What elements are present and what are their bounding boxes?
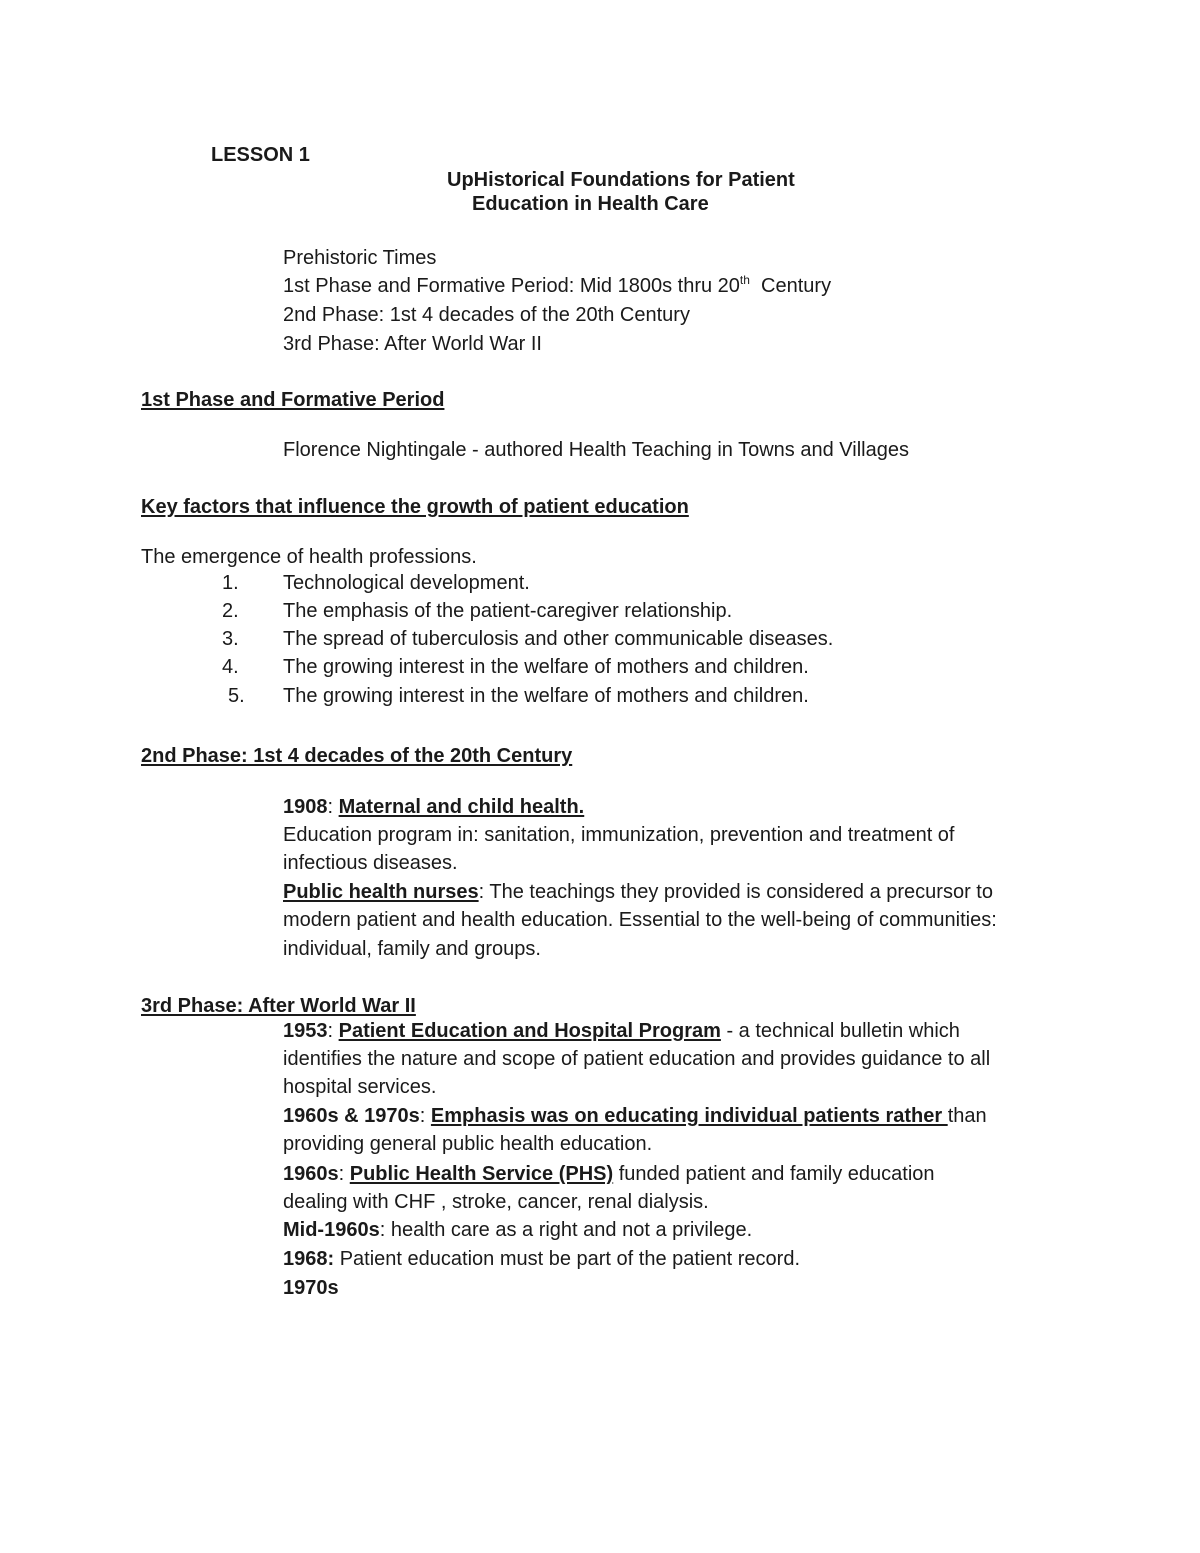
overview-item-second-phase: 2nd Phase: 1st 4 decades of the 20th Century (283, 304, 690, 326)
overview-item-first-phase-text: 1st Phase and Formative Period: Mid 1800s thru 20 (283, 275, 740, 297)
colon: : (327, 1020, 339, 1042)
entry-1960s-1970s (283, 1104, 987, 1128)
document-title-line1: UpHistorical Foundations for Patient (447, 169, 795, 191)
colon: : (338, 1163, 350, 1185)
list-item-number: 1. (222, 572, 239, 594)
education-program-line1: Education program in: sanitation, immunization, prevention and treatment of (283, 824, 955, 846)
overview-item-prehistoric: Prehistoric Times (283, 247, 437, 269)
list-item-number: 4. (222, 656, 239, 678)
colon: : (327, 796, 339, 818)
public-health-nurses-line2: modern patient and health education. Essential to the well-being of communities: (283, 909, 997, 931)
entry-1908 (283, 795, 584, 819)
superscript-th: th (739, 273, 750, 287)
entry-1968-text: Patient education must be part of the patient record. (334, 1248, 800, 1270)
hospital-program-text: - a technical bulletin which (720, 1020, 960, 1042)
list-item: The spread of tuberculosis and other communicable diseases. (283, 628, 834, 650)
phs-title: Public Health Service (PHS) (349, 1163, 614, 1185)
list-item-number: 2. (222, 600, 239, 622)
list-item: The growing interest in the welfare of mothers and children. (283, 656, 809, 678)
key-factors-intro: The emergence of health professions. (141, 546, 477, 568)
public-health-nurses-line3: individual, family and groups. (283, 938, 541, 960)
section-heading-first-phase: 1st Phase and Formative Period (141, 389, 445, 411)
list-item: The growing interest in the welfare of mothers and children. (283, 685, 809, 707)
entry-public-health-nurses (283, 880, 993, 904)
lesson-label: LESSON 1 (211, 144, 310, 166)
maternal-child-health-title: Maternal and child health. (338, 796, 585, 818)
years-1960s-1970s: 1960s & 1970s (283, 1105, 420, 1127)
colon: : (419, 1105, 431, 1127)
section-heading-third-phase: 3rd Phase: After World War II (141, 995, 416, 1017)
phs-text: funded patient and family education (613, 1163, 935, 1185)
document-title-line2: Education in Health Care (472, 193, 709, 215)
section-heading-second-phase: 2nd Phase: 1st 4 decades of the 20th Century (141, 745, 573, 767)
year-mid-1960s: Mid-1960s (283, 1219, 380, 1241)
list-item-number: 5. (228, 685, 245, 707)
list-item-number: 3. (222, 628, 239, 650)
hospital-program-title: Patient Education and Hospital Program (338, 1020, 721, 1042)
year-1960s: 1960s (283, 1163, 339, 1185)
education-program-line2: infectious diseases. (283, 852, 458, 874)
entry-mid-1960s (283, 1218, 752, 1242)
year-1953: 1953 (283, 1020, 328, 1042)
entry-1960s (283, 1162, 935, 1186)
entry-1953-line2: identifies the nature and scope of patient education and provides guidance to all (283, 1048, 991, 1070)
section-heading-key-factors: Key factors that influence the growth of patient education (141, 496, 689, 518)
mid-1960s-text: : health care as a right and not a privilege. (379, 1219, 753, 1241)
year-1970s: 1970s (283, 1277, 339, 1299)
entry-1960s-line2: dealing with CHF , stroke, cancer, renal dialysis. (283, 1191, 709, 1213)
emphasis-title: Emphasis was on educating individual patients rather (430, 1105, 948, 1127)
public-health-nurses-text: : The teachings they provided is considered a precursor to (478, 881, 993, 903)
list-item: Technological development. (283, 572, 530, 594)
public-health-nurses-title: Public health nurses (283, 881, 479, 903)
entry-1968 (283, 1247, 800, 1271)
year-1908: 1908 (283, 796, 328, 818)
overview-item-first-phase (283, 274, 831, 298)
entry-1960s-1970s-line2: providing general public health education. (283, 1133, 653, 1155)
list-item: The emphasis of the patient-caregiver relationship. (283, 600, 733, 622)
entry-1953 (283, 1019, 960, 1043)
year-1968: 1968: (283, 1248, 335, 1270)
overview-item-third-phase: 3rd Phase: After World War II (283, 333, 542, 355)
emphasis-text: than (947, 1105, 987, 1127)
nightingale-text: Florence Nightingale - authored Health Teaching in Towns and Villages (283, 439, 909, 461)
entry-1953-line3: hospital services. (283, 1076, 437, 1098)
overview-item-first-phase-century: Century (749, 275, 832, 297)
